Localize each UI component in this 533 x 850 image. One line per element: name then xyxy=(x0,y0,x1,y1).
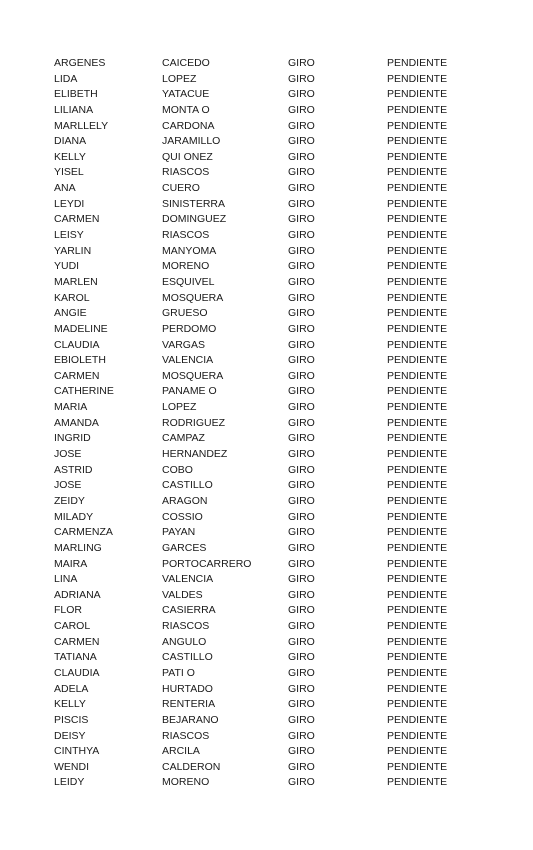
list-item xyxy=(54,384,514,400)
surname-cell: PATI O xyxy=(162,666,195,679)
first-name-cell: CLAUDIA xyxy=(54,338,100,351)
type-cell: GIRO xyxy=(288,448,315,461)
first-name-cell: JOSE xyxy=(54,479,82,492)
surname-cell: CASIERRA xyxy=(162,604,216,617)
first-name-cell: LEISY xyxy=(54,229,84,242)
surname-cell: CAICEDO xyxy=(162,57,210,69)
status-cell: PENDIENTE xyxy=(387,260,448,273)
first-name-cell: JOSE xyxy=(54,448,82,461)
status-cell: PENDIENTE xyxy=(387,729,448,742)
first-name-cell: CARMENZA xyxy=(54,526,113,539)
type-cell: GIRO xyxy=(288,432,315,445)
type-cell: GIRO xyxy=(288,526,315,539)
first-name-cell: CARMEN xyxy=(54,369,100,382)
surname-cell: GARCES xyxy=(162,541,207,554)
status-cell: PENDIENTE xyxy=(387,494,448,507)
first-name-cell: TATIANA xyxy=(54,651,97,664)
type-cell: GIRO xyxy=(288,776,315,789)
type-cell: GIRO xyxy=(288,291,315,304)
status-cell: PENDIENTE xyxy=(387,416,448,429)
list-item xyxy=(54,134,514,150)
type-cell: GIRO xyxy=(288,729,315,742)
first-name-cell: KELLY xyxy=(54,150,86,163)
status-cell: PENDIENTE xyxy=(387,213,448,226)
list-item xyxy=(54,447,514,463)
first-name-cell: LEYDI xyxy=(54,197,85,210)
type-cell: GIRO xyxy=(288,135,315,148)
first-name-cell: CARMEN xyxy=(54,635,100,648)
first-name-cell: AMANDA xyxy=(54,416,99,429)
first-name-cell: MARLEN xyxy=(54,275,98,288)
surname-cell: YATACUE xyxy=(162,88,210,101)
list-item xyxy=(54,87,514,103)
first-name-cell: FLOR xyxy=(54,604,83,617)
status-cell: PENDIENTE xyxy=(387,479,448,492)
first-name-cell: LIDA xyxy=(54,72,78,85)
first-name-cell: ZEIDY xyxy=(54,494,85,507)
status-cell: PENDIENTE xyxy=(387,557,448,570)
list-item xyxy=(54,72,514,88)
status-cell: PENDIENTE xyxy=(387,135,448,148)
surname-cell: PANAME O xyxy=(162,385,217,398)
list-item xyxy=(54,666,514,682)
list-item xyxy=(54,557,514,573)
status-cell: PENDIENTE xyxy=(387,88,448,101)
type-cell: GIRO xyxy=(288,88,315,101)
list-item xyxy=(54,744,514,760)
surname-cell: SINISTERRA xyxy=(162,197,226,210)
first-name-cell: CATHERINE xyxy=(54,385,114,398)
status-cell: PENDIENTE xyxy=(387,620,448,633)
type-cell: GIRO xyxy=(288,479,315,492)
type-cell: GIRO xyxy=(288,604,315,617)
first-name-cell: CINTHYA xyxy=(54,745,100,758)
type-cell: GIRO xyxy=(288,713,315,726)
status-cell: PENDIENTE xyxy=(387,244,448,257)
type-cell: GIRO xyxy=(288,275,315,288)
list-item xyxy=(54,212,514,228)
type-cell: GIRO xyxy=(288,229,315,242)
surname-cell: VALENCIA xyxy=(162,573,214,586)
type-cell: GIRO xyxy=(288,103,315,116)
list-item xyxy=(54,400,514,416)
type-cell: GIRO xyxy=(288,510,315,523)
surname-cell: RIASCOS xyxy=(162,166,210,179)
first-name-cell: MADELINE xyxy=(54,322,108,335)
status-cell: PENDIENTE xyxy=(387,526,448,539)
surname-cell: ANGULO xyxy=(162,635,207,648)
type-cell: GIRO xyxy=(288,698,315,711)
list-item xyxy=(54,682,514,698)
first-name-cell: YUDI xyxy=(54,260,80,273)
first-name-cell: ADELA xyxy=(54,682,89,695)
status-cell: PENDIENTE xyxy=(387,291,448,304)
first-name-cell: LINA xyxy=(54,573,78,586)
surname-cell: QUI ONEZ xyxy=(162,150,213,163)
status-cell: PENDIENTE xyxy=(387,463,448,476)
list-item xyxy=(54,510,514,526)
surname-cell: MOSQUERA xyxy=(162,291,224,304)
first-name-cell: CAROL xyxy=(54,620,91,633)
type-cell: GIRO xyxy=(288,573,315,586)
type-cell: GIRO xyxy=(288,150,315,163)
first-name-cell: CARMEN xyxy=(54,213,100,226)
type-cell: GIRO xyxy=(288,745,315,758)
type-cell: GIRO xyxy=(288,182,315,195)
status-cell: PENDIENTE xyxy=(387,666,448,679)
status-cell: PENDIENTE xyxy=(387,448,448,461)
surname-cell: RIASCOS xyxy=(162,620,210,633)
status-cell: PENDIENTE xyxy=(387,682,448,695)
surname-cell: RENTERIA xyxy=(162,698,216,711)
type-cell: GIRO xyxy=(288,72,315,85)
status-cell: PENDIENTE xyxy=(387,776,448,789)
first-name-cell: PISCIS xyxy=(54,713,89,726)
first-name-cell: MARIA xyxy=(54,401,88,414)
list-item xyxy=(54,322,514,338)
first-name-cell: KAROL xyxy=(54,291,90,304)
first-name-cell: LEIDY xyxy=(54,776,85,789)
surname-cell: CUERO xyxy=(162,182,200,195)
status-cell: PENDIENTE xyxy=(387,307,448,320)
status-cell: PENDIENTE xyxy=(387,401,448,414)
surname-cell: PERDOMO xyxy=(162,322,217,335)
surname-cell: VALENCIA xyxy=(162,354,214,367)
list-item xyxy=(54,635,514,651)
list-item xyxy=(54,291,514,307)
surname-cell: CAMPAZ xyxy=(162,432,205,445)
surname-cell: CALDERON xyxy=(162,760,221,773)
status-cell: PENDIENTE xyxy=(387,573,448,586)
first-name-cell: CLAUDIA xyxy=(54,666,100,679)
list-item xyxy=(54,572,514,588)
list-item xyxy=(54,713,514,729)
surname-cell: RIASCOS xyxy=(162,229,210,242)
first-name-cell: YARLIN xyxy=(54,244,92,257)
list-item xyxy=(54,463,514,479)
type-cell: GIRO xyxy=(288,369,315,382)
list-item xyxy=(54,103,514,119)
type-cell: GIRO xyxy=(288,666,315,679)
status-cell: PENDIENTE xyxy=(387,229,448,242)
status-cell: PENDIENTE xyxy=(387,541,448,554)
surname-cell: MANYOMA xyxy=(162,244,217,257)
type-cell: GIRO xyxy=(288,260,315,273)
surname-cell: CARDONA xyxy=(162,119,215,132)
surname-cell: GRUESO xyxy=(162,307,208,320)
list-item xyxy=(54,760,514,776)
status-cell: PENDIENTE xyxy=(387,322,448,335)
first-name-cell: MAIRA xyxy=(54,557,88,570)
list-item xyxy=(54,228,514,244)
list-item xyxy=(54,259,514,275)
first-name-cell: INGRID xyxy=(54,432,91,445)
list-item xyxy=(54,603,514,619)
list-item xyxy=(54,697,514,713)
surname-cell: CASTILLO xyxy=(162,651,213,664)
type-cell: GIRO xyxy=(288,401,315,414)
list-item xyxy=(54,478,514,494)
first-name-cell: ARGENES xyxy=(54,57,106,69)
surname-cell: HURTADO xyxy=(162,682,213,695)
list-item xyxy=(54,431,514,447)
surname-cell: PAYAN xyxy=(162,526,196,539)
first-name-cell: YISEL xyxy=(54,166,84,179)
surname-cell: PORTOCARRERO xyxy=(162,557,252,570)
list-item xyxy=(54,369,514,385)
status-cell: PENDIENTE xyxy=(387,369,448,382)
type-cell: GIRO xyxy=(288,213,315,226)
surname-cell: ESQUIVEL xyxy=(162,275,215,288)
surname-cell: JARAMILLO xyxy=(162,135,221,148)
surname-cell: HERNANDEZ xyxy=(162,448,228,461)
status-cell: PENDIENTE xyxy=(387,698,448,711)
list-item xyxy=(54,494,514,510)
type-cell: GIRO xyxy=(288,682,315,695)
type-cell: GIRO xyxy=(288,588,315,601)
first-name-cell: EBIOLETH xyxy=(54,354,106,367)
type-cell: GIRO xyxy=(288,322,315,335)
list-item xyxy=(54,165,514,181)
type-cell: GIRO xyxy=(288,494,315,507)
first-name-cell: DIANA xyxy=(54,135,87,148)
first-name-cell: MARLLELY xyxy=(54,119,109,132)
first-name-cell: WENDI xyxy=(54,760,89,773)
status-cell: PENDIENTE xyxy=(387,72,448,85)
type-cell: GIRO xyxy=(288,385,315,398)
type-cell: GIRO xyxy=(288,244,315,257)
surname-cell: MORENO xyxy=(162,260,210,273)
status-cell: PENDIENTE xyxy=(387,166,448,179)
surname-cell: ARAGON xyxy=(162,494,208,507)
type-cell: GIRO xyxy=(288,307,315,320)
surname-cell: COSSIO xyxy=(162,510,203,523)
first-name-cell: ELIBETH xyxy=(54,88,98,101)
first-name-cell: DEISY xyxy=(54,729,86,742)
first-name-cell: ASTRID xyxy=(54,463,93,476)
status-cell: PENDIENTE xyxy=(387,745,448,758)
list-item xyxy=(54,197,514,213)
first-name-cell: LILIANA xyxy=(54,103,94,116)
list-item xyxy=(54,416,514,432)
status-cell: PENDIENTE xyxy=(387,385,448,398)
status-cell: PENDIENTE xyxy=(387,57,448,69)
list-item xyxy=(54,729,514,745)
surname-cell: COBO xyxy=(162,463,193,476)
first-name-cell: ANGIE xyxy=(54,307,87,320)
first-name-cell: ADRIANA xyxy=(54,588,101,601)
status-cell: PENDIENTE xyxy=(387,432,448,445)
type-cell: GIRO xyxy=(288,463,315,476)
status-cell: PENDIENTE xyxy=(387,103,448,116)
status-cell: PENDIENTE xyxy=(387,182,448,195)
status-cell: PENDIENTE xyxy=(387,651,448,664)
surname-cell: MORENO xyxy=(162,776,210,789)
first-name-cell: MILADY xyxy=(54,510,94,523)
status-cell: PENDIENTE xyxy=(387,275,448,288)
surname-cell: MOSQUERA xyxy=(162,369,224,382)
list-item xyxy=(54,525,514,541)
surname-cell: RIASCOS xyxy=(162,729,210,742)
first-name-cell: MARLING xyxy=(54,541,102,554)
type-cell: GIRO xyxy=(288,57,315,69)
list-item xyxy=(54,150,514,166)
list-item xyxy=(54,775,514,791)
type-cell: GIRO xyxy=(288,557,315,570)
type-cell: GIRO xyxy=(288,620,315,633)
status-cell: PENDIENTE xyxy=(387,760,448,773)
type-cell: GIRO xyxy=(288,651,315,664)
list-item xyxy=(54,353,514,369)
surname-cell: CASTILLO xyxy=(162,479,213,492)
first-name-cell: KELLY xyxy=(54,698,86,711)
status-cell: PENDIENTE xyxy=(387,588,448,601)
status-cell: PENDIENTE xyxy=(387,338,448,351)
first-name-cell: ANA xyxy=(54,182,76,195)
list-item xyxy=(54,119,514,135)
list-item xyxy=(54,244,514,260)
surname-cell: DOMINGUEZ xyxy=(162,213,227,226)
list-item xyxy=(54,541,514,557)
type-cell: GIRO xyxy=(288,635,315,648)
surname-cell: ARCILA xyxy=(162,745,200,758)
type-cell: GIRO xyxy=(288,760,315,773)
surname-cell: LOPEZ xyxy=(162,401,197,414)
type-cell: GIRO xyxy=(288,197,315,210)
list-item xyxy=(54,306,514,322)
status-cell: PENDIENTE xyxy=(387,197,448,210)
list-item xyxy=(54,338,514,354)
type-cell: GIRO xyxy=(288,354,315,367)
records-list xyxy=(54,56,514,791)
surname-cell: MONTA O xyxy=(162,103,210,116)
list-item xyxy=(54,650,514,666)
status-cell: PENDIENTE xyxy=(387,713,448,726)
list-item xyxy=(54,181,514,197)
status-cell: PENDIENTE xyxy=(387,354,448,367)
surname-cell: BEJARANO xyxy=(162,713,219,726)
type-cell: GIRO xyxy=(288,166,315,179)
type-cell: GIRO xyxy=(288,338,315,351)
status-cell: PENDIENTE xyxy=(387,119,448,132)
surname-cell: RODRIGUEZ xyxy=(162,416,225,429)
surname-cell: LOPEZ xyxy=(162,72,197,85)
type-cell: GIRO xyxy=(288,416,315,429)
status-cell: PENDIENTE xyxy=(387,635,448,648)
type-cell: GIRO xyxy=(288,119,315,132)
status-cell: PENDIENTE xyxy=(387,150,448,163)
surname-cell: VARGAS xyxy=(162,338,205,351)
status-cell: PENDIENTE xyxy=(387,604,448,617)
status-cell: PENDIENTE xyxy=(387,510,448,523)
list-item xyxy=(54,275,514,291)
list-item xyxy=(54,619,514,635)
list-item xyxy=(54,588,514,604)
list-item xyxy=(54,56,514,72)
type-cell: GIRO xyxy=(288,541,315,554)
surname-cell: VALDES xyxy=(162,588,203,601)
